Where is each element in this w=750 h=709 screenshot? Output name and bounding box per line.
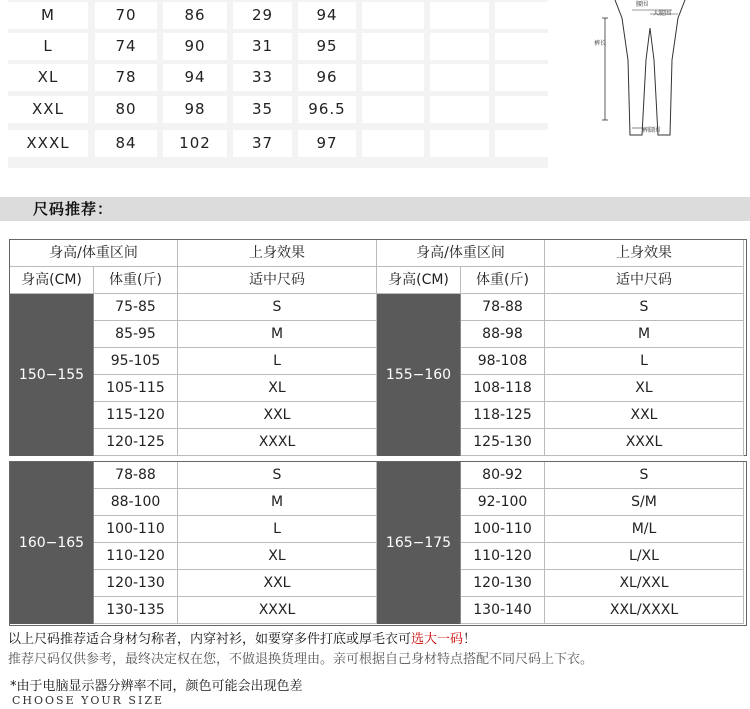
measurement-cell: 29 (233, 2, 292, 29)
height-range-label: 150−155 (10, 294, 94, 456)
recommended-size-cell: L (545, 348, 744, 375)
header-height: 身高(CM) (377, 267, 461, 294)
weight-range-cell: 110-120 (94, 543, 178, 570)
size-row (8, 130, 548, 157)
weight-range-cell: 75-85 (94, 294, 178, 321)
measurement-cell: 94 (163, 64, 227, 91)
weight-range-cell: 125-130 (461, 429, 545, 456)
measurement-cell (362, 33, 424, 60)
section-header (0, 197, 750, 221)
size-table-partial (8, 0, 548, 168)
weight-range-cell: 105-115 (94, 375, 178, 402)
size-row (8, 96, 548, 123)
measurement-cell: 97 (298, 130, 356, 157)
measurement-cell: 33 (233, 64, 292, 91)
recommended-size-cell: XXL (545, 402, 744, 429)
recommended-size-cell: S (545, 462, 744, 489)
recommended-size-cell: XL (178, 543, 377, 570)
weight-range-cell: 78-88 (461, 294, 545, 321)
header-effect: 上身效果 (545, 240, 744, 267)
recommended-size-cell: XXL (178, 570, 377, 597)
weight-range-cell: 115-120 (94, 402, 178, 429)
weight-range-cell: 130-140 (461, 597, 545, 624)
color-disclaimer: *由于电脑显示器分辨率不同，颜色可能会出现色差 (10, 679, 303, 694)
measurement-cell: 96 (298, 64, 356, 91)
header-size: 适中尺码 (178, 267, 377, 294)
weight-range-cell: 98-108 (461, 348, 545, 375)
recommended-size-cell: M (545, 321, 744, 348)
size-chart-top (0, 0, 750, 192)
height-range-label: 160−165 (10, 462, 94, 624)
recommended-size-cell: M (178, 321, 377, 348)
measurement-cell: 78 (95, 64, 157, 91)
measurement-cell (495, 2, 548, 29)
recommended-size-cell: XXXL (178, 429, 377, 456)
note-line-1 (8, 630, 593, 650)
header-effect: 上身效果 (178, 240, 377, 267)
notes (8, 630, 593, 670)
note-line-2: 推荐尺码仅供参考，最终决定权在您，不做退换货理由。亲可根据自己身材特点搭配不同尺码上下衣。 (8, 652, 594, 667)
recommended-size-cell: XXXL (178, 597, 377, 624)
header-height: 身高(CM) (10, 267, 94, 294)
measurement-cell (362, 64, 424, 91)
size-label-cell: XXL (8, 96, 88, 123)
measurement-cell: 98 (163, 96, 227, 123)
size-row (8, 33, 548, 60)
weight-range-cell: 100-110 (461, 516, 545, 543)
recommended-size-cell: XL (545, 375, 744, 402)
note-line-1-end: ！ (463, 632, 477, 647)
header-weight: 体重(斤) (461, 267, 545, 294)
recommended-size-cell: L (178, 516, 377, 543)
measurement-cell: 84 (95, 130, 157, 157)
diagram-label-hem: 裤脚围 (642, 127, 661, 134)
weight-range-cell: 118-125 (461, 402, 545, 429)
measurement-cell: 31 (233, 33, 292, 60)
section-title: 尺码推荐： (33, 200, 114, 218)
size-label-cell: L (8, 33, 88, 60)
measurement-cell (362, 130, 424, 157)
weight-range-cell: 80-92 (461, 462, 545, 489)
recommended-size-cell: XXL (178, 402, 377, 429)
choose-your-size-caption: CHOOSE YOUR SIZE (12, 694, 164, 707)
measurement-cell (362, 96, 424, 123)
size-recommend-table-upper (9, 239, 747, 456)
measurement-cell (495, 130, 548, 157)
measurement-cell (362, 2, 424, 29)
recommended-size-cell: S (178, 462, 377, 489)
measurement-cell: 95 (298, 33, 356, 60)
pants-diagram (580, 0, 720, 140)
header-weight: 体重(斤) (94, 267, 178, 294)
measurement-cell: 102 (163, 130, 227, 157)
weight-range-cell: 120-130 (94, 570, 178, 597)
recommended-size-cell: XXL/XXXL (545, 597, 744, 624)
measurement-cell (430, 2, 489, 29)
size-row (8, 2, 548, 29)
measurement-cell (430, 130, 489, 157)
weight-range-cell: 120-130 (461, 570, 545, 597)
weight-range-cell: 95-105 (94, 348, 178, 375)
weight-range-cell: 92-100 (461, 489, 545, 516)
weight-range-cell: 78-88 (94, 462, 178, 489)
measurement-cell (430, 64, 489, 91)
size-label-cell: XL (8, 64, 88, 91)
recommended-size-cell: L/XL (545, 543, 744, 570)
recommended-size-cell: S/M (545, 489, 744, 516)
measurement-cell: 74 (95, 33, 157, 60)
recommended-size-cell: XL (178, 375, 377, 402)
recommended-size-cell: XXXL (545, 429, 744, 456)
measurement-cell: 96.5 (298, 96, 356, 123)
measurement-cell: 35 (233, 96, 292, 123)
size-label-cell: XXXL (8, 130, 88, 157)
header-size: 适中尺码 (545, 267, 744, 294)
size-recommend-table-lower (9, 461, 747, 626)
measurement-cell (430, 96, 489, 123)
measurement-cell: 90 (163, 33, 227, 60)
recommended-size-cell: S (545, 294, 744, 321)
size-row (8, 64, 548, 91)
measurement-cell: 94 (298, 2, 356, 29)
weight-range-cell: 85-95 (94, 321, 178, 348)
weight-range-cell: 100-110 (94, 516, 178, 543)
note-line-1-text: 以上尺码推荐适合身材匀称者，内穿衬衫，如要穿多件打底或厚毛衣可 (8, 632, 412, 647)
weight-range-cell: 88-100 (94, 489, 178, 516)
measurement-cell (495, 33, 548, 60)
weight-range-cell: 110-120 (461, 543, 545, 570)
weight-range-cell: 130-135 (94, 597, 178, 624)
recommended-size-cell: S (178, 294, 377, 321)
height-range-label: 155−160 (377, 294, 461, 456)
measurement-cell: 37 (233, 130, 292, 157)
measurement-cell: 70 (95, 2, 157, 29)
recommended-size-cell: M (178, 489, 377, 516)
measurement-cell (495, 64, 548, 91)
diagram-label-waist: 腰围 (636, 1, 649, 8)
measurement-cell: 80 (95, 96, 157, 123)
header-range: 身高/体重区间 (10, 240, 178, 267)
size-label-cell: M (8, 2, 88, 29)
header-range: 身高/体重区间 (377, 240, 545, 267)
measurement-cell: 86 (163, 2, 227, 29)
note-line-1-highlight: 选大一码 (411, 632, 464, 647)
recommended-size-cell: L (178, 348, 377, 375)
height-range-label: 165−175 (377, 462, 461, 624)
recommended-size-cell: XL/XXL (545, 570, 744, 597)
weight-range-cell: 108-118 (461, 375, 545, 402)
weight-range-cell: 88-98 (461, 321, 545, 348)
measurement-cell (430, 33, 489, 60)
measurement-cell (495, 96, 548, 123)
diagram-label-thigh: 大腿围 (653, 10, 672, 17)
recommended-size-cell: M/L (545, 516, 744, 543)
diagram-label-length: 裤长 (594, 40, 607, 47)
weight-range-cell: 120-125 (94, 429, 178, 456)
